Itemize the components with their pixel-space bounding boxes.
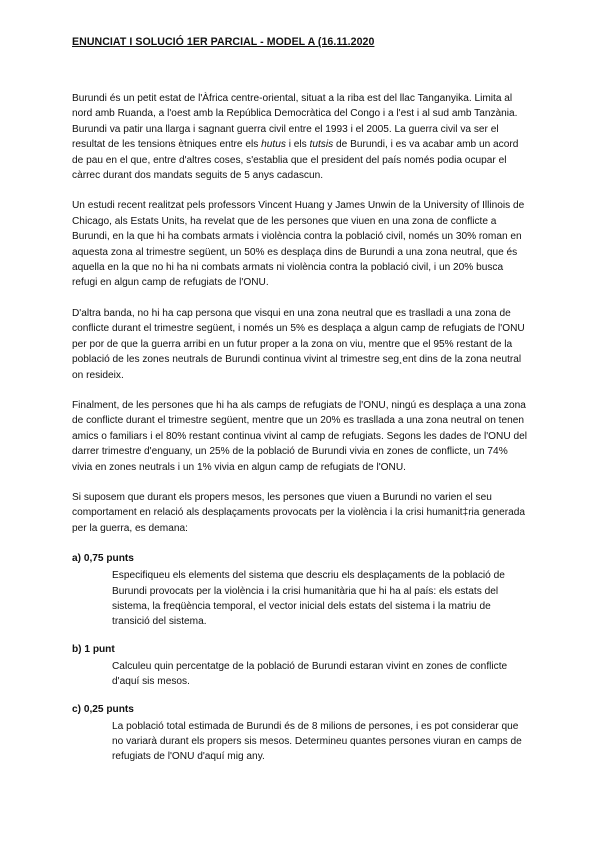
intro-text-middle: i els [285,139,310,151]
intro-text-after: de Burundi, i es va acabar amb un acord de pau en el que, entre d'altres coses, s'establia que el president del país només podia ocupar el càrrec durant dos mandats seguits de 5 anys cadascun. [72,139,519,182]
assumption-paragraph: Si suposem que durant els propers mesos, les persones que viuen a Burundi no varien el seu comportament en relació als desplaçaments provocats per la violència i la crisi humanit‡ria generada per la guerra, es demana: [72,491,526,534]
hutus-term: hutus [261,139,286,151]
question-b-text: Calculeu quin percentatge de la població de Burundi estaran vivint en zones de conflicte d'aquí sis mesos. [112,660,508,688]
intro-text-before: Burundi va patir una llarga i sagnant guerra civil entre el 1993 i el 2005. La guerra civil va ser el resultat de les tensions ètniques entre els [72,123,499,151]
intro-line-1: Burundi és un petit estat de l'Àfrica centre-oriental, situat a la riba est del llac Tanganyika. Limita al nord amb Ruanda, a l'oest amb la República Democràtica del Congo i a l'est i al sud amb Tanzània. [72,93,518,120]
intro-paragraph [72,91,528,183]
question-a-label: a) 0,75 punts [72,553,134,565]
question-c [72,702,528,765]
question-a-text: Especifiqueu els elements del sistema que descriu els desplaçaments de la població de Burundi provocats per la violència i la crisi humanitària que hi ha al país: els estats del sistema, la freqüència temporal, el vector inicial dels estats del sistema i la matriu de transició del sistema. [112,570,505,628]
question-b-label: b) 1 punt [72,643,115,655]
question-a [72,551,528,630]
study-paragraph: Un estudi recent realitzat pels professors Vincent Huang y James Unwin de la University of Illinois de Chicago, als Estats Units, ha revelat que de les persones que viuen en una zona de conflicte a Burundi, en la que hi ha combats armats i violència contra la població civil, només un 30% roman en aquesta zona al trimestre següent, un 50% es desplaça dins de Burundi a una zona neutral, que és aquella en la que no hi ha ni combats armats ni violència contra la població civil, i un 20% busca refugi en algun camp de refugiats de l'ONU. [72,200,525,289]
question-b [72,642,528,690]
tutsis-term: tutsis [309,139,334,151]
neutral-zone-paragraph: D'altra banda, no hi ha cap persona que visqui en una zona neutral que es traslladi a una zona de conflicte durant el trimestre següent, i només un 5% es desplaça a algun camp de refugiats de l'ONU per por de que la guerra arribi en un futur proper a la zona on viu, mentre que el 95% restant de la població de les zones neutrals de Burundi continua vivint al trimestre seg¸ent dins de la zona neutral on resideix. [72,307,525,381]
refugee-camp-paragraph: Finalment, de les persones que hi ha als camps de refugiats de l'ONU, ningú es desplaça a una zona de conflicte durant el trimestre següent, mentre que un 20% es trasllada a una zona neutral on tenen amics o familiars i el 80% restant continua vivint al camp de refugiats. Segons les dades de l'ONU del darrer trimestre d'enguany, un 25% de la població de Burundi vivia en zones de conflicte, un 74% vivia en zones neutrals i un 1% vivia en algun camp de refugiats de l'ONU. [72,399,527,473]
document-title: ENUNCIAT I SOLUCIÓ 1ER PARCIAL - MODEL A (16.11.2020 [72,36,375,48]
question-c-label: c) 0,25 punts [72,703,134,715]
intro-line-2 [72,122,528,184]
question-c-text: La població total estimada de Burundi és de 8 milions de persones, i es pot considerar que no variarà durant els propers sis mesos. Determineu quantes persones viuran en camps de refugiats de l'ONU d'aquí mig any. [112,720,522,763]
